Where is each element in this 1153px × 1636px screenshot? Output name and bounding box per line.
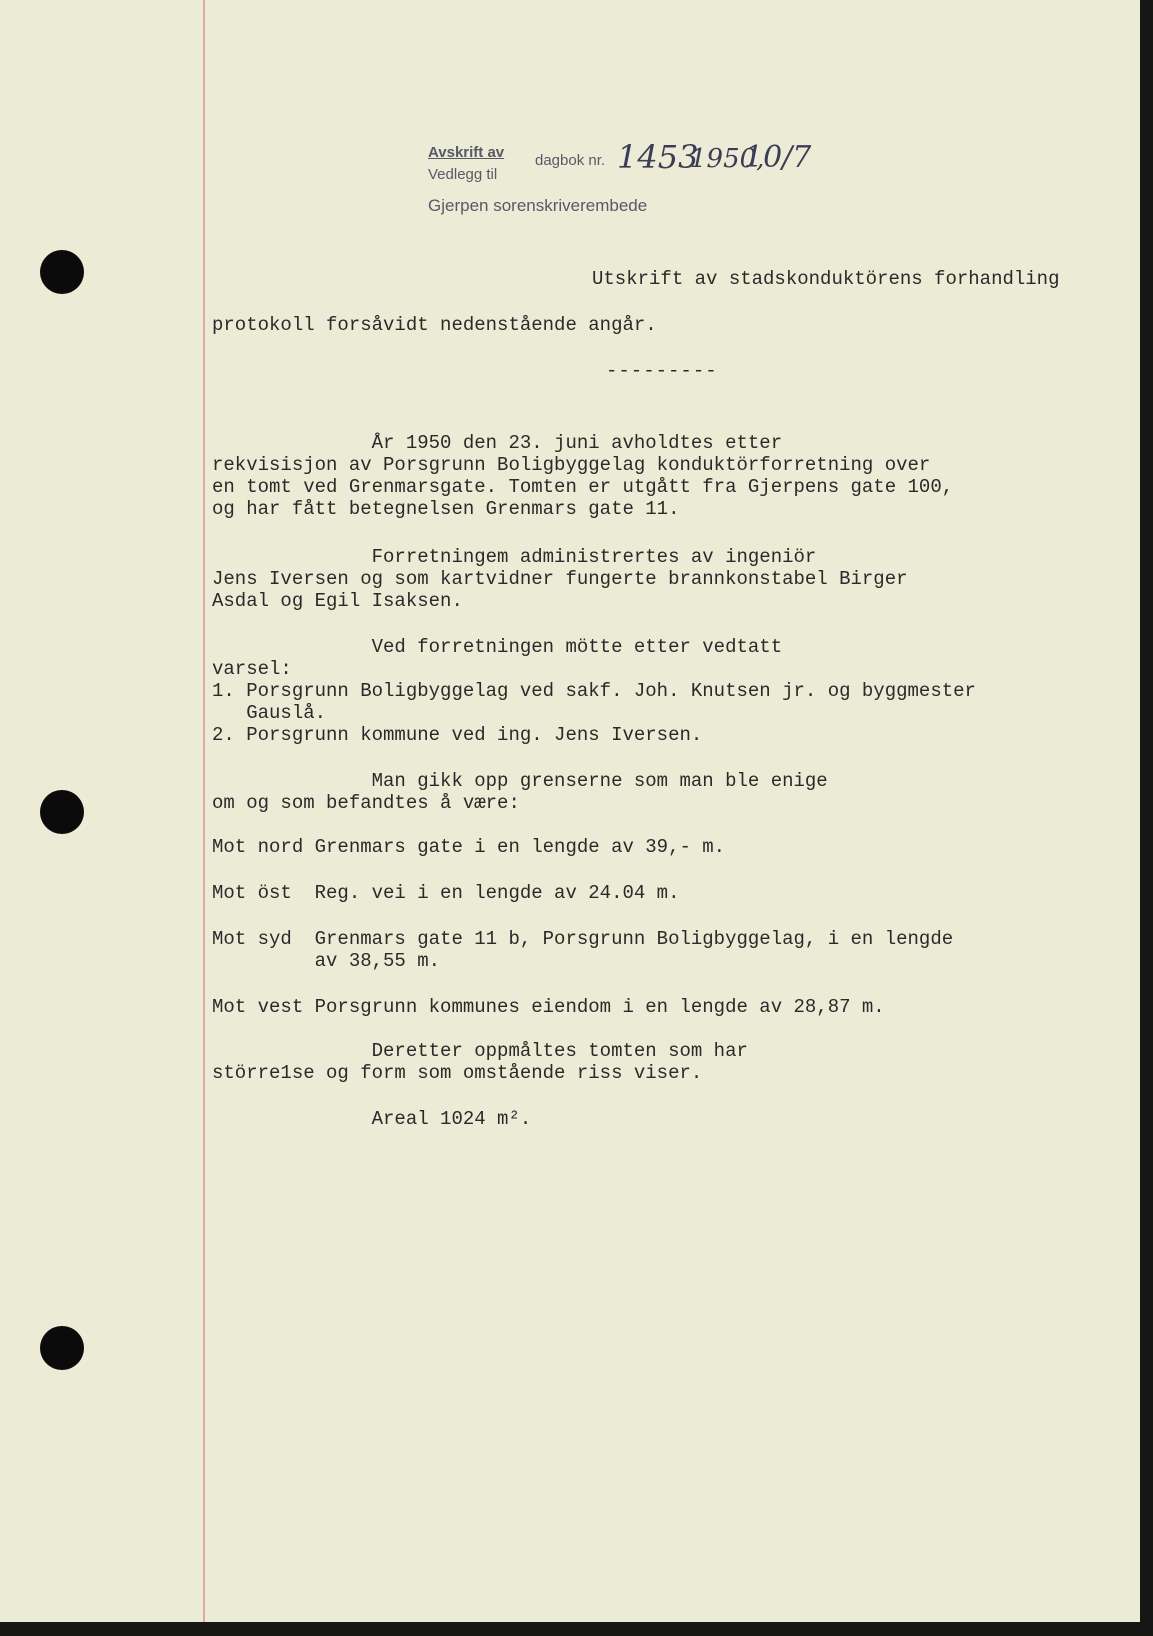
stamp-dagbok-label: dagbok nr. [535,152,606,169]
handwritten-year: 1950, [690,144,765,174]
margin-rule [203,0,205,1622]
text-line: en tomt ved Grenmarsgate. Tomten er utgått fra Gjerpens gate 100, [212,476,954,498]
boundary-west: Mot vest Porsgrunn kommunes eiendom i en lengde av 28,87 m. [212,996,885,1018]
text-line: om og som befandtes å være: [212,792,520,814]
text-line: Forretningem administrertes av ingeniör [212,546,817,568]
punch-hole [40,1326,84,1370]
text-line: Deretter oppmåltes tomten som har [212,1040,748,1062]
text-line: rekvisisjon av Porsgrunn Boligbyggelag konduktörforretning over [212,454,931,476]
text-line: Jens Iversen og som kartvidner fungerte brannkonstabel Birger [212,568,908,590]
boundary-east: Mot öst Reg. vei i en lengde av 24.04 m. [212,882,680,904]
scan-edge-bottom [0,1622,1153,1636]
stamp-office: Gjerpen sorenskriverembede [428,196,648,215]
text-line: Ved forretningen mötte etter vedtatt [212,636,783,658]
stamp-vedlegg: Vedlegg til [428,166,498,183]
punch-hole [40,250,84,294]
boundary-north: Mot nord Grenmars gate i en lengde av 39,- m. [212,836,726,858]
stamp-avskrift: Avskrift av [428,144,505,161]
text-line: varsel: [212,658,292,680]
text-line: Man gikk opp grenserne som man ble enige [212,770,828,792]
separator: --------- [606,360,718,382]
handwritten-date: 10/7 [744,140,812,175]
scan-edge-right [1140,0,1153,1636]
handwritten-number: 1453 [617,138,699,176]
text-line: og har fått betegnelsen Grenmars gate 11. [212,498,680,520]
text-line: Asdal og Egil Isaksen. [212,590,463,612]
text-line: Gauslå. [212,702,327,724]
text-line: 2. Porsgrunn kommune ved ing. Jens Iversen. [212,724,703,746]
text-line: större1se og form som omstående riss viser. [212,1062,703,1084]
area-line: Areal 1024 m². [212,1108,532,1130]
heading-line-1: Utskrift av stadskonduktörens forhandling [592,268,1060,290]
text-line: 1. Porsgrunn Boligbyggelag ved sakf. Joh. Knutsen jr. og byggmester [212,680,976,702]
boundary-south: Mot syd Grenmars gate 11 b, Porsgrunn Boligbyggelag, i en lengde [212,928,954,950]
boundary-south-cont: av 38,55 m. [212,950,441,972]
punch-hole [40,790,84,834]
heading-line-2: protokoll forsåvidt nedenstående angår. [212,314,657,336]
text-line: År 1950 den 23. juni avholdtes etter [212,432,783,454]
